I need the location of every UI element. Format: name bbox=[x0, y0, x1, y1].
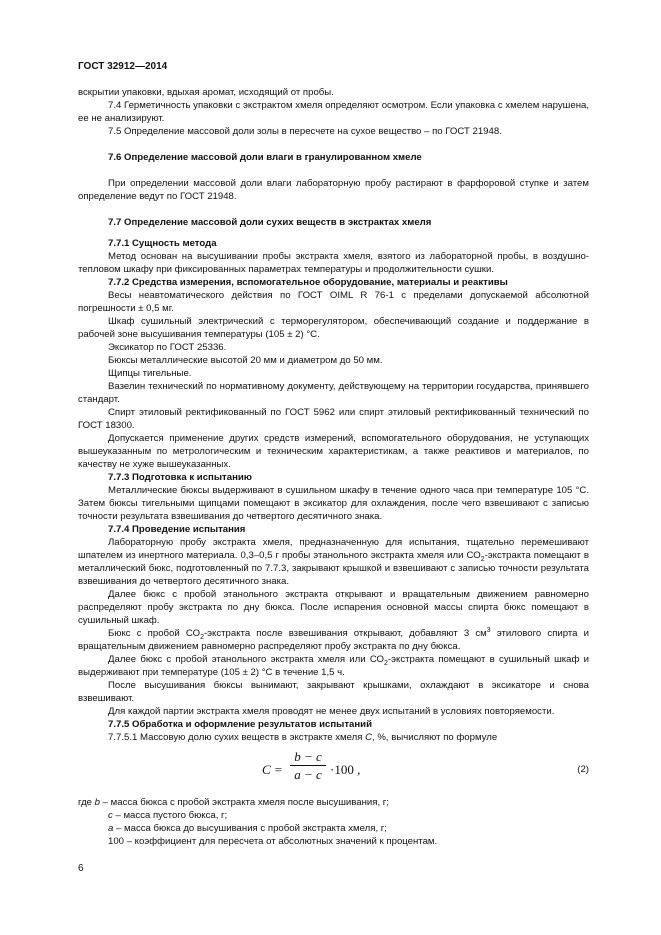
paragraph bbox=[78, 627, 589, 653]
text-run: Далее бюкс с пробой этанольного экстракта хмеля или СО bbox=[108, 654, 385, 665]
subsection-heading-7-7-4: 7.7.4 Проведение испытания bbox=[108, 524, 246, 535]
paragraph: 7.4 Герметичность упаковки с экстрактом хмеля определяют осмотром. Если упаковка с хмелем нарушена, ее не анализируют. bbox=[78, 100, 589, 124]
subscript: 2 bbox=[480, 555, 485, 563]
page-number: 6 bbox=[78, 863, 84, 874]
formula-denominator: a − c bbox=[294, 767, 322, 782]
paragraph: 7.5 Определение массовой доли золы в пересчете на сухое вещество – по ГОСТ 21948. bbox=[108, 126, 502, 137]
variable: b bbox=[94, 797, 101, 808]
text-run: -экстракта помещают в сушильный шкаф и выдерживают при температуре (105 ± 2) °С в течение 1,5 ч. bbox=[78, 654, 590, 678]
subsection-heading-7-7-3: 7.7.3 Подготовка к испытанию bbox=[108, 472, 252, 483]
document-header: ГОСТ 32912—2014 bbox=[78, 61, 168, 72]
subsection-heading-7-7-5: 7.7.5 Обработка и оформление результатов испытаний bbox=[108, 719, 372, 730]
text-run: этилового спирта и вращательным движением равномерно распределяют пробу экстракта по дну бюкса. bbox=[78, 628, 589, 652]
text-run: где bbox=[78, 797, 95, 808]
paragraph bbox=[78, 731, 589, 744]
paragraph: Далее бюкс с пробой этанольного экстракта открывают и вращательным движением равномерно распределяют пробу экстракта по дну бюкса. После испарения основной массы спирта бюкс помещают в сушильный шкаф. bbox=[78, 589, 589, 626]
formula-lhs: С = bbox=[262, 762, 283, 777]
text-run: Лабораторную пробу экстракта хмеля, предназначенную для испытания, тщательно перемешивают шпателем из инертного материала. 0,3–0,5 г пробы этанольного экстракта хмеля или СО bbox=[78, 537, 589, 561]
subscript: 2 bbox=[200, 633, 204, 641]
paragraph: Бюксы металлические высотой 20 мм и диаметром до 50 мм. bbox=[108, 355, 383, 366]
where-line bbox=[78, 796, 589, 809]
paragraph: Спирт этиловый ректификованный по ГОСТ 5962 или спирт этиловый ректификованный технический по ГОСТ 18300. bbox=[78, 407, 589, 431]
section-heading-7-7: 7.7 Определение массовой доли сухих веществ в экстрактах хмеля bbox=[108, 217, 432, 228]
where-line: 100 – коэффициент для пересчета от абсолютных значений к процентам. bbox=[108, 836, 438, 847]
formula-block bbox=[78, 750, 589, 794]
paragraph: Шкаф сушильный электрический с терморегулятором, обеспечивающий создание и поддержание в рабочей зоне высушивания температуры (105 ± 2) °С. bbox=[78, 316, 589, 340]
subsection-heading-7-7-2: 7.7.2 Средства измерения, вспомогательное оборудование, материалы и реактивы bbox=[108, 277, 508, 288]
text-run: – масса бюкса с пробой экстракта хмеля после высушивания, г; bbox=[100, 797, 389, 808]
text-run: – масса пустого бюкса, г; bbox=[112, 810, 228, 821]
superscript: 3 bbox=[486, 626, 491, 634]
paragraph: Метод основан на высушивании пробы экстракта хмеля, взятого из лабораторной пробы, в воздушно-тепловом шкафу при фиксированных параметрах температуры и продолжительности сушки. bbox=[78, 251, 589, 275]
variable: с bbox=[108, 810, 113, 821]
paragraph: После высушивания бюксы вынимают, закрывают крышками, охлаждают в эксикаторе и снова взвешивают. bbox=[78, 680, 589, 704]
paragraph: Щипцы тигельные. bbox=[108, 368, 192, 379]
formula-number: (2) bbox=[577, 764, 589, 775]
text-run: Бюкс с пробой СО bbox=[108, 628, 201, 639]
paragraph bbox=[78, 536, 589, 588]
text-run: -экстракта помещают в металлический бюкс, подготовленный по 7.7.3, закрывают крышкой и взвешивают с записью точности результата взвешивания до четвертого десятичного знака. bbox=[78, 550, 589, 587]
text-run: 7.7.5.1 Массовую долю сухих веществ в экстракте хмеля bbox=[108, 732, 366, 743]
formula-numerator: b − c bbox=[290, 750, 326, 766]
paragraph: вскрытии упаковки, вдыхая аромат, исходящий от пробы. bbox=[78, 87, 334, 98]
paragraph: Вазелин технический по нормативному документу, действующему на территории государства, принявшего стандарт. bbox=[78, 381, 589, 405]
formula-fraction bbox=[290, 750, 326, 781]
variable: а bbox=[108, 823, 114, 834]
subsection-heading-7-7-1: 7.7.1 Сущность метода bbox=[108, 238, 217, 249]
paragraph: Эксикатор по ГОСТ 25336. bbox=[108, 342, 227, 353]
paragraph: Допускается применение других средств измерений, вспомогательного оборудования, не уступающих вышеуказанным по метрологическим и техническим характеристикам, а также реактивов и материалов, по качеству не хуже вышеуказанных. bbox=[78, 433, 589, 470]
text-run: -экстракта после взвешивания открывают, добавляют 3 см bbox=[203, 628, 487, 639]
text-run: , %, вычисляют по формуле bbox=[372, 732, 498, 743]
paragraph: Для каждой партии экстракта хмеля проводят не менее двух испытаний в условиях повторяемости. bbox=[108, 706, 555, 717]
paragraph: При определении массовой доли влаги лабораторную пробу растирают в фарфоровой ступке и затем определение ведут по ГОСТ 21948. bbox=[78, 178, 589, 202]
subscript: 2 bbox=[384, 659, 388, 667]
text-run: – масса бюкса до высушивания с пробой экстракта хмеля, г; bbox=[113, 823, 387, 834]
paragraph: Весы неавтоматического действия по ГОСТ OIML R 76-1 с пределами допускаемой абсолютной погрешности ± 0,5 мг. bbox=[78, 290, 589, 314]
where-line bbox=[78, 809, 589, 822]
page-content bbox=[78, 86, 589, 848]
paragraph: Металлические бюксы выдерживают в сушильном шкафу в течение одного часа при температуре 105 °С. Затем бюксы тигельными щипцами помещают в эксикатор для охлаждения, после чего взвешивают с записью точности результата взвешивания до четвертого десятичного знака. bbox=[78, 485, 589, 522]
paragraph bbox=[78, 653, 589, 679]
where-line bbox=[78, 822, 589, 835]
variable: С bbox=[365, 732, 373, 743]
formula-rhs: ·100 , bbox=[330, 762, 361, 777]
section-heading-7-6: 7.6 Определение массовой доли влаги в гранулированном хмеле bbox=[108, 152, 422, 163]
